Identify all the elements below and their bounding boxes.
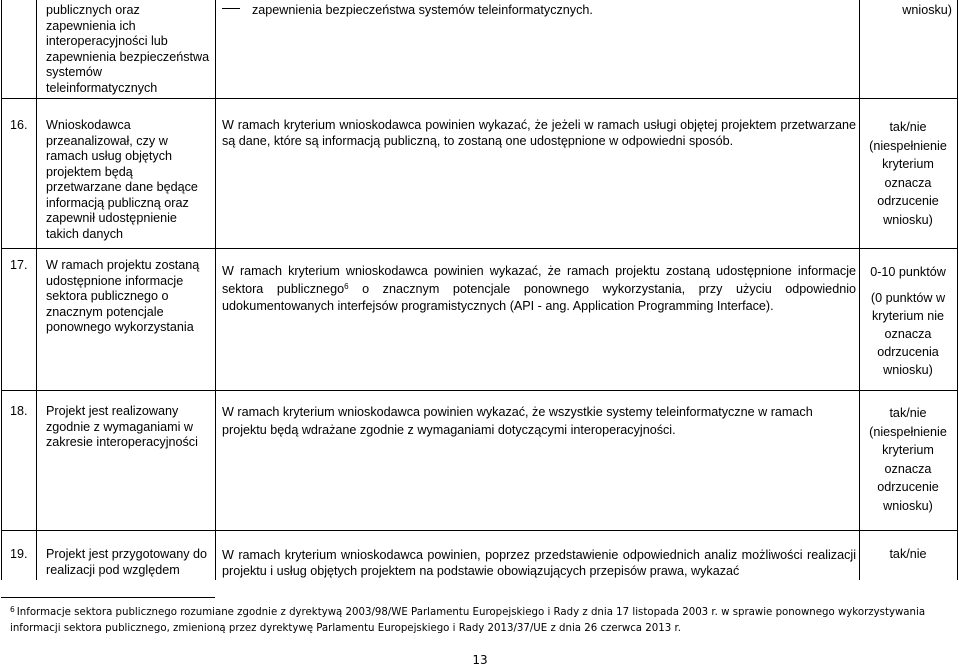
column-divider xyxy=(36,0,37,580)
footnote xyxy=(10,605,955,636)
criterion-title: W ramach projektu zostaną udostępnione informacje sektora publicznego o znacznym potencjale ponownego wykorzystania xyxy=(46,258,200,334)
column-divider xyxy=(215,0,216,580)
dash-bullet-icon xyxy=(222,8,240,9)
row-divider xyxy=(1,248,957,249)
footnote-number: 6 xyxy=(10,605,15,614)
criterion-score: tak/nie (niespełnienie kryterium oznacza odrzucenie wniosku) xyxy=(869,120,947,227)
footnote-reference[interactable]: 6 xyxy=(344,281,349,291)
criterion-score: tak/nie xyxy=(889,547,927,561)
criterion-number: 16. xyxy=(10,118,28,132)
criterion-score: tak/nie (niespełnienie kryterium oznacza odrzucenie wniosku) xyxy=(869,406,947,513)
criterion-title: Projekt jest realizowany zgodnie z wymaganiami w zakresie interoperacyjności xyxy=(46,404,198,449)
criterion-description: zapewnienia bezpieczeństwa systemów teleinformatycznych. xyxy=(222,3,856,19)
criterion-title: Projekt jest przygotowany do realizacji pod względem xyxy=(46,547,208,577)
criterion-number: 18. xyxy=(10,404,28,418)
row-divider xyxy=(1,530,957,531)
criterion-score xyxy=(860,263,956,379)
column-divider xyxy=(1,0,2,580)
page-number: 13 xyxy=(472,653,488,667)
criterion-number: 19. xyxy=(10,547,28,561)
criterion-title: Wnioskodawca przeanalizował, czy w ramach usług objętych projektem będą przetwarzane dane będące informacją publiczną oraz zapewnił udostępnienie takich danych xyxy=(46,118,198,241)
score-range: 0-10 punktów xyxy=(870,265,946,279)
criterion-number: 17. xyxy=(10,258,28,272)
criterion-score: wniosku) xyxy=(902,3,952,17)
criterion-description: W ramach kryterium wnioskodawca powinien wykazać, że wszystkie systemy teleinformatyczne w ramach projektu będą wdrażane zgodnie z wymaganiami dotyczącymi interoperacyjności. xyxy=(222,405,813,437)
column-divider xyxy=(957,0,958,580)
footnote-separator xyxy=(1,597,215,598)
score-note: (0 punktów w kryterium nie oznacza odrzucenia wniosku) xyxy=(870,291,946,377)
row-divider xyxy=(1,98,957,99)
criterion-description: W ramach kryterium wnioskodawca powinien wykazać, że ramach projektu zostaną udostępnione informacje sektora publicznego$^6$ o znacznym potencjale ponownego wykorzystania, przy użyciu odpowiednio udokumentowanych interfejsów programistycznych (API - ang. Application Programming Interface). xyxy=(222,264,857,313)
criterion-title: publicznych oraz zapewnienia ich interoperacyjności lub zapewnienia bezpieczeństwa systemów teleinformatycznych xyxy=(46,3,210,95)
criterion-description: W ramach kryterium wnioskodawca powinien wykazać, że jeżeli w ramach usługi objętej projektem przetwarzane są dane, które są informacją publiczną, to zostaną one udostępnione w odpowiedni sposób. xyxy=(222,118,856,148)
criterion-description: W ramach kryterium wnioskodawca powinien, poprzez przedstawienie odpowiednich analiz możliwości realizacji projektu i usług objętych projektem na podstawie obowiązujących przepisów prawa, wykazać xyxy=(222,548,856,578)
footnote-text: Informacje sektora publicznego rozumiane zgodnie z dyrektywą 2003/98/WE Parlamentu Europejskiego i Rady z dnia 17 listopada 2003 r. w sprawie ponownego wykorzystywania informacji sektora publicznego, zmienioną przez dyrektywę Parlamentu Europejskiego i Rady 2013/37/UE z dnia 26 czerwca 2013 r. xyxy=(10,607,926,634)
row-divider xyxy=(1,390,957,391)
